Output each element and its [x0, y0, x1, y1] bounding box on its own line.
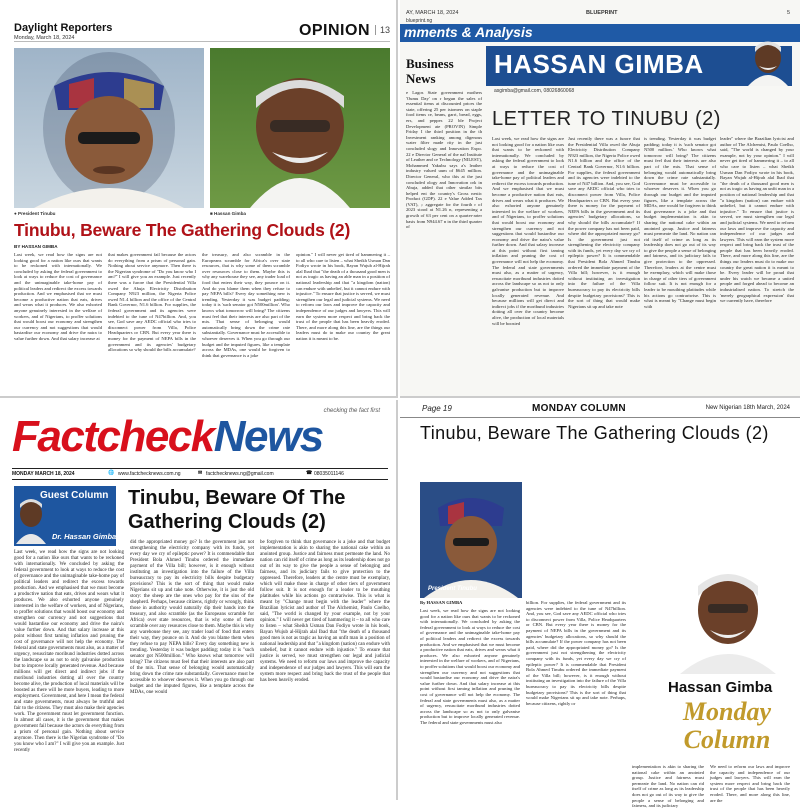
page-number: 5	[786, 10, 790, 16]
article-title: Tinubu, Beware The Gathering Clouds (2)	[420, 423, 769, 443]
article-column-4: opinion." I will never get tired of hammering it – to all who care to listen – what Sheikh Usman Dan Fodiyo wrote in his book, Bayan Wujub al-Hijrah alal Ibad that "the death of a thousand good men is not as tragic as having an able man in a position of national leadership and that "a kingdom (nation) can endure with unbelief, but it cannot endure with injustice." To ensure that justice is served, we must strengthen our legal and judicial systems. We need to reform our laws and improve the capacity and independence of our judges and lawyers. This will earn the system more respect and bring back the trust of the people that has been heavily eroded. There, and more along this line, are the things our leaders must do to make our country the great nation it is meant to be.	[296, 252, 390, 341]
section-label: mments & Analysis	[404, 24, 533, 40]
page-header	[406, 10, 796, 20]
tinubu-caption: ● President Tinubu	[14, 211, 56, 216]
article-title: LETTER TO TINUBU (2)	[492, 108, 721, 130]
blueprint-page	[400, 0, 800, 398]
tinubu-photo	[420, 482, 522, 598]
tinubu-caption: President Tinubu	[428, 586, 477, 592]
issue-date: New Nigerian 18th March, 2024	[705, 405, 790, 411]
page-number: 13	[375, 25, 390, 35]
article-column-1: Last week, we read how the signs are not looking good for a nation like ours that wants to be reckoned with internationally. We concluded by asking the federal government to look at ways to reduce the cost of governance and the unimaginable take-home pay of political leaders and redirect the excess towards production. And we emphasised that we must become a productive nation that eats, drives and wears what it produces. We also exhorted anyone genuinely interested in the welfare of workers, and of Nigerians, to proffer solutions that would boost our economy and strengthen our currency and not suggestions that would bastardise our economy and drive the naira to value further down. And that salary increase at	[14, 252, 102, 341]
article-column-3: the treasury, and also scramble in the Europeans scramble for Africa's over state resources, that is why some of them scramble over resources close to them. Maybe this is why any warehouse they see, any trader load of food that enters their way, they pounce on it. And do you blame them when they refuse to pay NEPA bills? Every day something new is trending. Yesterday it was budget padding; today it is 'such senator got N500million'. Who knows what tomorrow will bring? The citizens must feel that their interests are also part of the mix. That sense of belonging would automatically bring down the crime rate substantially. Governance must be accessible to whoever deserves it. When you go through our budget and the imputed figures, like a template across the MDAs, one would be forgiven to think that governance is a joke	[202, 252, 290, 358]
sidebar-title: Business News	[406, 56, 454, 86]
section-label: OPINION	[298, 22, 370, 39]
article-column-1: Last week, we read how the signs are not looking good for a nation like ours that wants to be reckoned with internationally. We concluded by asking the federal government to look at ways to reduce the cost of governance and the unimaginable take-home pay of political leaders and redirect the excess towards production. And we emphasised that we must become a productive nation that eats, drives and wears what it produces. We also exhorted anyone genuinely interested in the welfare of workers, and of Nigerians, to proffer solutions that would boost our economy and strengthen our currency and not suggestions that would bastardise our economy and drive the naira's value further down. And that salary increase at this point without first taming inflation and pruning the cost of governance will not help the economy. The federal and state governments must also, as a matter of urgency, resuscitate moribund industries dotted across the landscape so as not to only galvanise production but to improve locally generated revenue. And because millions will get direct and indirect jobs if the moribund industries dotting all over the country become alive, the production of local materials will be boosted as there will be more buyers, leading to more employment. Government, and here I mean the federal and state governments, must always be truthful and fair to the citizens. They must also make their agencies work. The government must let government function. In almost all cases, it is the government that makes government fail because the actors do everything from a prism of personal gain. Nothing about service anymore. Then there is the Nigerian syndrome of "Do you know who I am?" I will give you an example. Just recently	[14, 550, 124, 753]
article-column-1: Last week, we read how the signs are not looking good for a nation like ours that wants to be reckoned with internationally. We concluded by asking the federal government to look at ways to reduce the cost of governance and the unimaginable take-home pay of political leaders and redirect the excess towards production. And we emphasised that we must become a productive nation that eats, drives and wears what it produces. We also exhorted anyone genuinely interested in the welfare of workers, and of Nigerians, to proffer solutions that would boost our economy and strengthen our currency and not suggestions that would bastardise our economy and drive the naira's value further down. And that salary increase at this point without first taming inflation and pruning the cost of governance will not help the economy. The federal and state governments must also, as a matter of urgency, resuscitate moribund industries dotted across the landscape so as not to only galvanise production but to improve locally generated revenue. The federal and state governments must also	[420, 608, 520, 725]
byline: By HASSAN GIMBA	[420, 600, 463, 605]
logo-news: News	[213, 412, 323, 461]
gimba-caption: ■ Hassan Gimba	[210, 211, 246, 216]
article-column-3: be forgiven to think that governance is a joke and that budget implementation is akin to sharing the national cake within an anointed group. Justice and fairness must permeate the land. No nation can rid itself of crime as long as its leadership does not go out of its way to give the people a sense of belonging and fairness, and its judiciary fails to give protection to the oppressed. Therefore, leaders at the centre must be exemplary, which will make those in charge of other tiers of government follow suit. It is not enough for a leader to be mouthing platitudes while his actions go contrariwise. This is what is meant by "Change must begin with the leader" where the Brazilian lyricist and author of The Alchemist, Paulo Coelho, said, "The world is changed by your example, not by your opinion." I will never get tired of hammering it – to all who care to listen – what Sheikh Usman Dan Fodiyo wrote in his book, Bayan Wujub al-Hijrah alal Ibad that "the death of a thousand good men is not as tragic as having an unfit man in a position of national leadership and that "a kingdom (nation) can endure with unbelief, but it cannot endure with injustice." To ensure that justice is served, we must strengthen our legal and judicial systems. We need to reform our laws and improve the capacity and independence of our judges and lawyers. This will earn the system more respect and bring back the trust of the people that has been heavily eroded.	[260, 540, 390, 683]
website: blueprint.ng	[406, 18, 433, 24]
gimba-photo	[210, 48, 390, 208]
article-column-2: billion. For supplies, the federal government and its agencies were indebted to the tune of N47billion. And, you see, God save any AEDC official who tries to disconnect power from Villa, Police Headquarters or CBN. But every year there is money for the payment of NEPA bills in the government and its agencies' budgetary allocations, so why should the bills accumulate? If the power company has not been paid, where did the appropriated money go? Is the government just not strengthening the electricity company with its funds, yet every day we cry of epileptic power? It is commendable that President Bola Ahmed Tinubu ordered the immediate payment of the Villa bill; however, is it enough without instituting an investigation into the failure of the Villa bureaucracy to pay its electricity bills despite budgetary provisions? This is the sort of thing that would make Nigerians sit up and take note. Perhaps, because citizens, rightly or	[526, 600, 626, 706]
newspaper-name: BLUEPRINT	[586, 10, 618, 16]
article-column-4: leader" where the Brazilian lyricist and author of The Alchemist, Paulo Coelho, said, "The world is changed by your example, not by your opinion." I will never get tired of hammering it – to all who care to listen – what Sheikh Usman Dan Fodiyo wrote in his book, Bayan Wujub al-Hijrah alal Ibad that "the death of a thousand good men is not as tragic as having an unfit man in a position of national leadership and that "a kingdom (nation) can endure with unbelief, but it cannot endure with injustice." To ensure that justice is served, we must strengthen our legal and judicial systems. We need to reform our laws and improve the capacity and independence of our judges and lawyers. This will earn the system more respect and bring back the trust of the people that has been heavily eroded. There, and more along this line, are the things our leaders must do to make our country the great nation it is meant to be. Every leader will be proud that under his watch we became a united people and forged ahead to become an industrialised nation. To stretch the 'merely geographical expression' that we currently have, therefore	[720, 136, 794, 304]
author-contact: asgimba@gmail.com, 08026860068	[494, 88, 575, 94]
email: factchecknews.ng@gmail.com	[206, 471, 274, 477]
page-header	[14, 22, 390, 42]
date-bar	[12, 468, 388, 480]
issue-date: AY, MARCH 18, 2024	[406, 10, 459, 16]
logo-factcheck: Factcheck	[12, 412, 214, 461]
article-title: Tinubu, Beware The Gathering Clouds (2)	[14, 220, 351, 240]
issue-date: MONDAY MARCH 18, 2024	[12, 471, 75, 477]
author-name: HASSAN GIMBA	[494, 49, 704, 79]
gimba-portrait-icon	[210, 48, 390, 208]
gimba-photo	[670, 550, 786, 674]
article-title: Tinubu, Beware Of The Gathering Clouds (2)	[128, 487, 346, 533]
issue-date: Monday, March 18, 2024	[14, 35, 75, 41]
globe-icon: 🌐	[108, 470, 115, 476]
tagline: checking the fact first	[323, 408, 380, 414]
article-column-2: Just recently there was a furore that the Presidential Villa owed the Abuja Electricity Distribution Company N923 million, the Nigeria Police owed N1.6 billion and the office of the Central Bank Governor, N1.6 billion. For supplies, the federal government and its agencies were indebted to the tune of N47 billion. And, you see, God save any AEDC official who tries to disconnect power from Villa, Police Headquarters or CBN. But every year there is money for the payment of NEPA bills in the government and its agencies' budgetary allocations, so why should the bills accumulate? If the power company has not been paid, where did the appropriated money go? Is the government just not strengthening the electricity company with its funds, yet every day we cry of epileptic power? It is commendable that President Bola Ahmed Tinubu ordered the immediate payment of the Villa bill; however, is it enough without instituting an investigation into the failure of the Villa bureaucracy to pay its electricity bills despite budgetary provisions? This is the sort of thing that would make Nigerians sit up and take note	[568, 136, 640, 309]
gimba-portrait-icon	[670, 550, 786, 674]
sidebar-news: e Lagos State government mothers 'Oumu Day' on r begun the sales of essential items at discounted prices the state, offering 25 per istomers on staple food items ce, beans, garri, bread, eggs, ers, and pepper. 22 ble Project Development ate (PROVIN) Simple Friday I the third position in the th Investment ranking among digenous water filter made rity in the just concluded slogy and Innovation Expo. 22 e Director General of the nal Institute of Leather and ce Technology (NILEST), Mohammed Yakubu says a's leather industry valued uum of $645 million. Director General, who this at the just concluded ology and Innovation ork in Abuja, added that other similar bits helped ent the country's Gross nestic Product (GDP). 22 e Value Added Tax (VAT), ;: aggregate for the fourth r of 2023 stood at N1.26 n, representing a growth of 63 per cent on a quarter-arter basis from N944.67 n in the third quarter of	[406, 90, 482, 230]
article-column-2: that makes government fail because the actors do everything from a prism of personal gain. Nothing about service anymore. Then there is the Nigerian syndrome of "Do you know who I am?" I will give you an example. Just recently there was a furore that the Presidential Villa owed the Abuja Electricity Distribution Company N923 million, the Nigeria Police owed N1.4 billion and the office of the Central Bank Governor, N1.6 billion. For supplies, the federal government and its agencies were indebted to the tune of N47billion. And, you see, God save any AEDC official who tries to disconnect power from Villa, Police Headquarters or CBN. But every year there is money for the payment of NEPA bills in the government and its agencies' budgetary allocations so why should the bills accumulate?	[108, 252, 196, 353]
guest-column-label: Guest Column	[40, 490, 109, 501]
gimba-photo	[744, 30, 792, 86]
author-name: Dr. Hassan Gimba	[52, 532, 117, 541]
article-column-3: is trending. Yesterday it was budget padding; today it is 'such senator got N500 million.' Who knows what tomorrow will bring? The citizens must feel that their interests are also part of the mix. That sense of belonging would automatically bring down the crime rate substantially. Governance must be accessible to whoever deserves it. When you go through our budget and the imputed figures, like a template across the MDAs, one would be forgiven to think that governance is a joke and that budget implementation is akin to sharing the national cake within an anointed group. Justice and fairness must permeate the land. No nation can rid itself of crime as long as its leadership does not go out of its way to give the people a sense of belonging and fairness, and its judiciary fails to give protection to the oppressed. Therefore, leaders at the centre must be exemplary, which will make those in charge of other tiers of government follow suit. It is not enough for a leader to be mouthing platitudes while his actions go contrariwise. This is what is meant by "Change must begin with	[644, 136, 716, 309]
newspaper-name: Daylight Reporters	[14, 22, 113, 34]
newspaper-logo	[12, 412, 323, 462]
mail-icon: ✉	[198, 470, 203, 476]
article-column-1: Last week, we read how the signs are not looking good for a nation like ours that wants to be reckoned with internationally. We concluded by asking the federal government to look at ways to reduce the cost of governance and the unimaginable take-home pay of political leaders and redirect the excess towards production. And we emphasised that we must become a productive nation that eats, drives and wears what it produces. We also exhorted anyone genuinely interested in the welfare of workers, and of Nigerians, to proffer solutions that would boost our economy and strengthen our currency and not suggestions that would bastardise our economy and drive the naira's value further down. And that salary increase at this point without first taming inflation and pruning the cost of governance will not help the economy. The federal and state governments must also, as a matter of urgency, resuscitate moribund industries dotted across the landscape so as not to only galvanise production but to improve locally generated revenue. And because millions will get direct and indirect jobs if the moribund industries dotting all over the country become alive, the production of local materials will be boosted	[492, 136, 564, 326]
article-column-3: implementation is akin to sharing the national cake within an anointed group. Justice and fairness must permeate the land. No nation can rid itself of crime as long as its leadership does not go out of its way to give the people a sense of belonging and fairness, and its judiciary	[632, 764, 704, 809]
author-name: Hassan Gimba	[668, 679, 773, 696]
website: www.factchecknews.com.ng	[118, 471, 181, 477]
tinubu-portrait-icon	[14, 48, 204, 208]
phone-icon: ☎	[306, 470, 313, 476]
monday-column-page	[400, 400, 800, 809]
article-column-4: We need to reform our laws and improve the capacity and independence of our judges and lawyers. This will earn the system more respect and bring back the trust of the people that has been heavily eroded. There, and more along this line, are the	[710, 764, 790, 803]
tinubu-portrait-icon	[420, 482, 522, 598]
phone: 08035011146	[314, 471, 344, 477]
page-number: Page 19	[422, 404, 452, 413]
gimba-portrait-icon	[744, 30, 792, 86]
factcheck-news-page	[0, 400, 398, 800]
column-name: Monday Column	[682, 697, 772, 754]
tinubu-photo	[14, 48, 204, 208]
section-label: MONDAY COLUMN	[532, 403, 626, 414]
daylight-reporters-page	[0, 0, 398, 398]
article-column-2: did the appropriated money go? Is the government just not strengthening the electricity company with its funds, yet every day we cry of epileptic power? It is commendable that President Bola Ahmed Tinubu ordered the immediate payment of the Villa bill; however, is it enough without instituting an investigation into the failure of the Villa bureaucracy to pay its electricity bills despite budgetary provisions? This is the sort of thing that would make Nigerians sit up and take note. Otherwise, it is just the old story: the sheep are the ones who pay for the sins of the shepherd. Perhaps, because citizens, rightly or wrongly, think those in authority would naturally dip their hands into the treasury, and also scramble (as the Europeans scramble for Africa) over state resources, that is why some of them scramble over any resources close to them. Maybe this is why any warehouse they see, any trader load of food that enters their way, they pounce on it. And do you blame them when they refuse to pay NEPA bills? Every day something new is trending. Yesterday it was budget padding; today it is "such senator got N500million." Who knows what tomorrow will bring? The citizens must feel that their interests are also part of the mix. That sense of belonging would automatically bring down the crime rate substantially. Governance must be accessible to whoever deserves it. When you go through our budget and the imputed figures, like a template across the MDAs, one would	[130, 540, 254, 695]
byline: BY HASSAN GIMBA	[14, 244, 58, 249]
